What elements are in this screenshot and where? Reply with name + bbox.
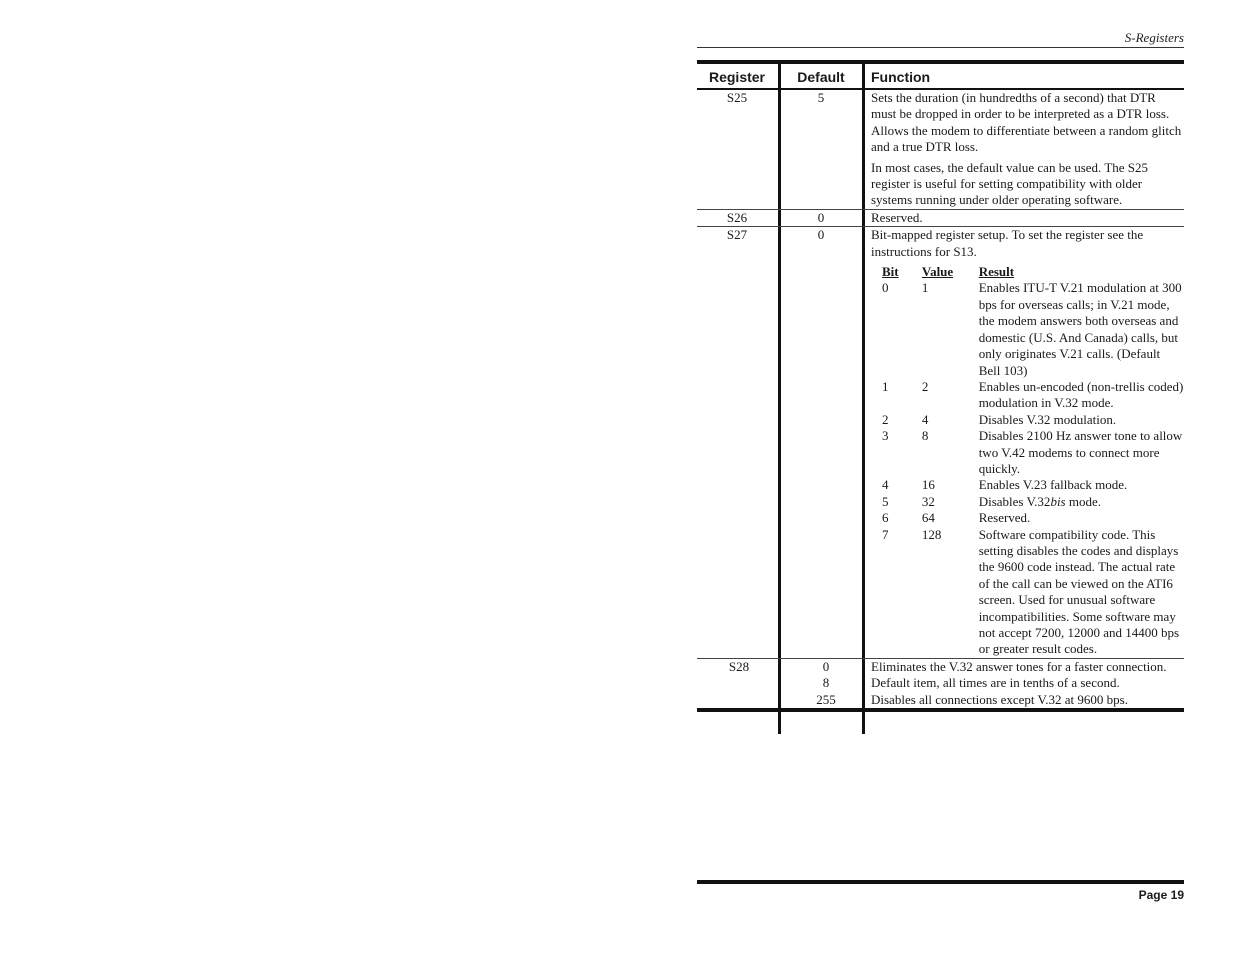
bit-value: 128 xyxy=(921,526,942,542)
s28-line xyxy=(697,692,1184,708)
bit-result: Enables ITU-T V.21 modulation at 300 bps for overseas calls; in V.21 mode, the modem answers both overseas and domestic (U.S. And Canada) calls, but only originates V.21 calls. (Default Bell 103) xyxy=(978,280,1182,378)
bit-result: Enables un-encoded (non-trellis coded) modulation in V.32 mode. xyxy=(978,378,1184,411)
function-text: Default item, all times are in tenths of a second. xyxy=(871,675,1120,691)
bit-number: 6 xyxy=(882,510,889,526)
bit-number: 2 xyxy=(882,411,889,427)
bit-result-italic: bis xyxy=(1050,493,1066,509)
bit-number: 0 xyxy=(882,280,889,296)
table-row-s28 xyxy=(697,659,1184,708)
bit-header: Bit xyxy=(882,264,899,280)
page-footer xyxy=(697,880,1184,902)
function-text xyxy=(871,227,1184,658)
register-name: S26 xyxy=(726,209,748,225)
value-header: Value xyxy=(921,264,954,280)
section-title: S-Registers xyxy=(1124,30,1184,45)
default-column-header: Default xyxy=(797,69,845,85)
bit-row xyxy=(882,527,1184,658)
function-paragraph: In most cases, the default value can be used. The S25 register is useful for setting compatibility with older systems running under older operating software. xyxy=(871,159,1149,208)
default-value: 0 xyxy=(822,658,830,674)
bit-value: 4 xyxy=(921,411,929,427)
bit-result-text: mode. xyxy=(1065,493,1101,509)
s28-line xyxy=(697,659,1184,675)
table-row-s25 xyxy=(697,90,1184,210)
bit-number: 1 xyxy=(882,378,889,394)
function-paragraph: Sets the duration (in hundredths of a second) that DTR must be dropped in order to be interpreted as a DTR loss. Allows the modem to differentiate between a random glitch and a true DTR loss. xyxy=(871,90,1182,155)
bit-result: Reserved. xyxy=(978,510,1031,526)
register-name: S28 xyxy=(728,658,750,674)
default-value: 5 xyxy=(817,90,825,105)
bit-result: Enables V.23 fallback mode. xyxy=(978,477,1128,493)
bit-table-header xyxy=(882,264,1184,280)
bit-number: 7 xyxy=(882,526,889,542)
default-value: 0 xyxy=(817,209,825,225)
bit-row xyxy=(882,280,1184,378)
bit-table xyxy=(882,264,1184,658)
function-text: Disables all connections except V.32 at 9600 bps. xyxy=(871,691,1128,707)
function-paragraph: Bit-mapped register setup. To set the register see the instructions for S13. xyxy=(871,227,1144,259)
bit-row xyxy=(882,379,1184,412)
result-header: Result xyxy=(978,264,1015,280)
bit-number: 5 xyxy=(882,493,889,509)
bit-value: 64 xyxy=(921,510,935,526)
function-column-header: Function xyxy=(871,69,931,85)
page-number: Page 19 xyxy=(1138,888,1184,902)
register-name: S25 xyxy=(726,90,748,105)
bit-row xyxy=(882,494,1184,510)
bit-row xyxy=(882,510,1184,526)
default-value: 255 xyxy=(816,691,836,707)
register-name: S27 xyxy=(726,227,748,243)
bit-result xyxy=(979,494,1184,510)
bit-result-text: Disables V.32 xyxy=(978,493,1051,509)
bit-result: Disables V.32 modulation. xyxy=(978,411,1117,427)
bit-row xyxy=(882,477,1184,493)
bit-value: 8 xyxy=(921,428,929,444)
table-row-s26 xyxy=(697,210,1184,227)
register-column-header: Register xyxy=(708,69,766,85)
function-text: Reserved. xyxy=(871,209,923,225)
bit-result: Disables 2100 Hz answer tone to allow two V.42 modems to connect more quickly. xyxy=(978,428,1183,476)
s28-line xyxy=(697,675,1184,691)
bit-result: Software compatibility code. This setting disables the codes and displays the 9600 code instead. The actual rate of the call can be viewed on the ATI6 screen. Used for unusual software incompatibilities. Some software may not accept 7200, 12000 and 14400 bps or greater result codes. xyxy=(978,526,1180,657)
function-text xyxy=(871,90,1184,209)
bit-number: 4 xyxy=(882,477,889,493)
bit-value: 2 xyxy=(921,378,929,394)
bit-value: 16 xyxy=(921,477,935,493)
register-table xyxy=(697,60,1184,712)
table-row-s27 xyxy=(697,227,1184,659)
bit-number: 3 xyxy=(882,428,889,444)
bit-value: 1 xyxy=(921,280,929,296)
running-header xyxy=(697,30,1184,48)
default-value: 0 xyxy=(817,227,825,243)
default-value: 8 xyxy=(822,675,830,691)
bit-row xyxy=(882,428,1184,477)
table-header xyxy=(697,64,1184,90)
bit-row xyxy=(882,412,1184,428)
bit-value: 32 xyxy=(921,493,935,509)
function-text: Eliminates the V.32 answer tones for a faster connection. xyxy=(871,658,1167,674)
